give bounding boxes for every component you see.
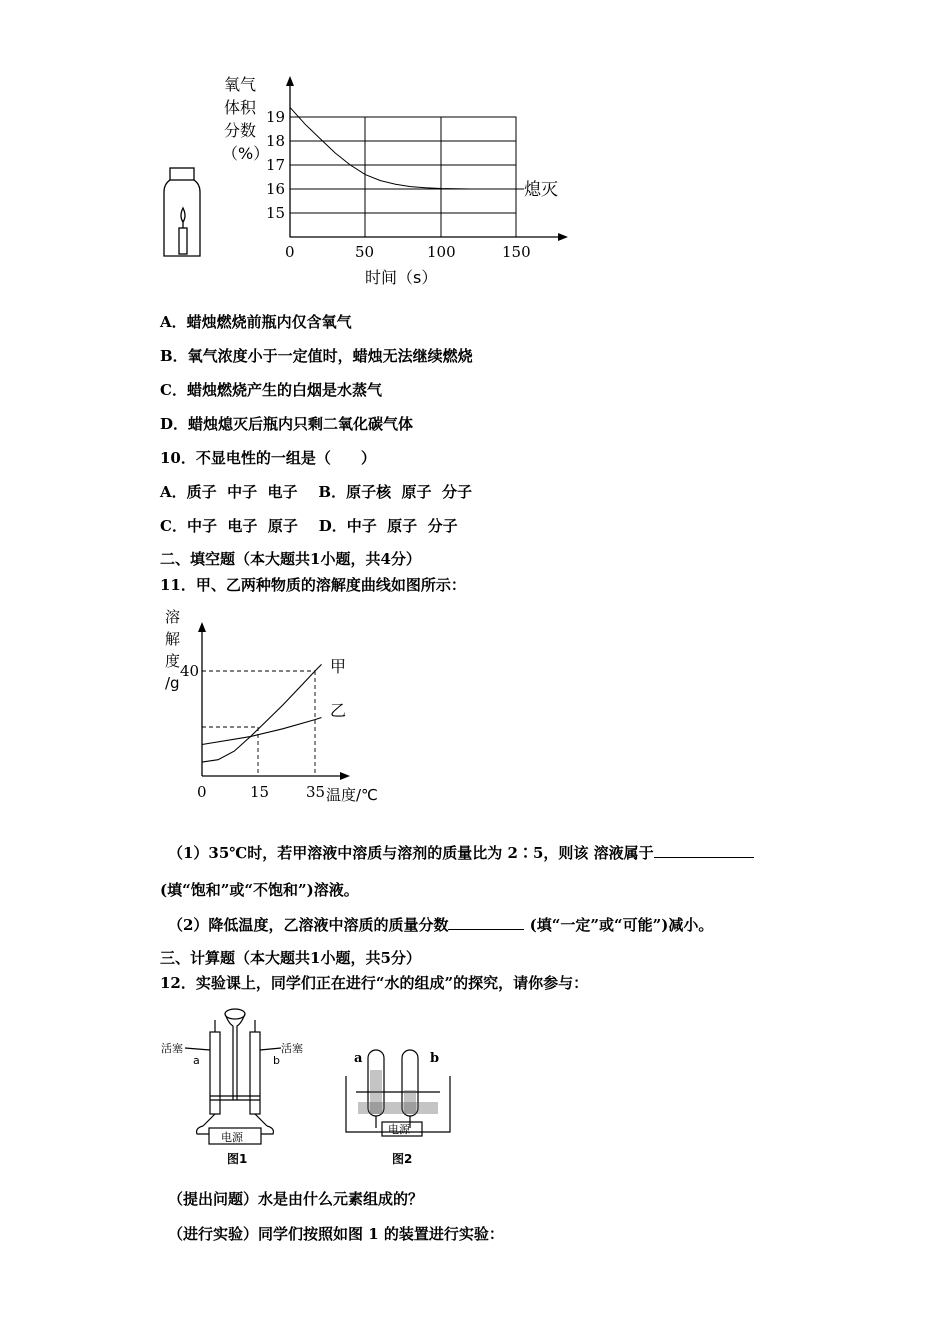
power-label: 电源 — [221, 1131, 243, 1144]
y-label-line: （%） — [222, 144, 270, 163]
x-tick-label: 0 — [197, 783, 207, 801]
solubility-y-label — [165, 608, 180, 692]
x-tick-label: 100 — [427, 243, 456, 261]
y-tick-label: 17 — [266, 156, 286, 174]
answer-blank[interactable] — [654, 843, 754, 858]
series-label-yi: 乙 — [330, 701, 347, 720]
q9-option-b: B．氧气浓度小于一定值时，蜡烛无法继续燃烧 — [160, 347, 473, 365]
q12-stem: 12．实验课上，同学们正在进行“水的组成”的探究，请你参与： — [160, 974, 589, 992]
solubility-chart — [150, 600, 550, 810]
q11-stem: 11．甲、乙两种物质的溶解度曲线如图所示： — [160, 576, 466, 594]
q10-stem: 10．不显电性的一组是（ ） — [160, 449, 376, 467]
x-tick-label: 50 — [355, 243, 375, 261]
q11-part1: （1）35℃时，若甲溶液中溶质与溶剂的质量比为 2∶5，则该 溶液属于 — [168, 843, 754, 863]
svg-text:度: 度 — [165, 652, 181, 670]
section-heading-fill: 二、填空题（本大题共1小题，共4分） — [160, 550, 421, 568]
q9-option-c: C．蜡烛燃烧产生的白烟是水蒸气 — [160, 381, 382, 399]
q11-part2: （2）降低温度，乙溶液中溶质的质量分数 (填“一定”或“可能”)减小。 — [168, 916, 714, 934]
oxygen-y-axis-label — [222, 75, 269, 163]
series-label-jia: 甲 — [330, 657, 347, 676]
answer-blank[interactable] — [448, 915, 524, 930]
oxygen-figure — [0, 0, 950, 300]
valve-label: 活塞 — [161, 1042, 183, 1055]
q9-option-d: D．蜡烛熄灭后瓶内只剩二氧化碳气体 — [160, 415, 414, 433]
y-tick-label: 18 — [266, 132, 286, 150]
x-axis-label: 时间（s） — [365, 268, 438, 287]
x-tick-label: 35 — [306, 783, 326, 801]
oxygen-axes — [286, 76, 568, 241]
figure-caption: 图2 — [392, 1152, 413, 1166]
y-tick-label: 19 — [266, 108, 286, 126]
series-jia-line — [202, 664, 322, 762]
tube-label-a: a — [193, 1054, 200, 1067]
svg-text:/g: /g — [165, 674, 180, 692]
y-tick-label: 16 — [266, 180, 286, 198]
x-tick-label: 0 — [285, 243, 295, 261]
candle-bottle-illustration — [164, 168, 200, 256]
y-tick-label: 40 — [180, 662, 200, 680]
electrolysis-figure-1 — [155, 1000, 315, 1170]
y-tick-label: 15 — [266, 204, 286, 222]
electrolysis-figure-2 — [338, 1000, 468, 1170]
tube-label-b: b — [273, 1054, 280, 1067]
figure-caption: 图1 — [227, 1152, 248, 1166]
oxygen-series-line — [290, 107, 516, 189]
valve-label: 活塞 — [281, 1042, 303, 1055]
power-label: 电源 — [388, 1123, 410, 1136]
q12-question: （提出问题）水是由什么元素组成的？ — [168, 1190, 424, 1208]
x-axis-label: 温度/℃ — [326, 786, 378, 804]
q10-options-row1: A．质子 中子 电子 B．原子核 原子 分子 — [160, 483, 472, 501]
tube-label-a: a — [354, 1051, 363, 1066]
section-heading-calc: 三、计算题（本大题共1小题，共5分） — [160, 949, 421, 967]
y-label-line: 分数 — [224, 121, 257, 140]
series-yi-line — [202, 718, 322, 745]
q9-option-a: A．蜡烛燃烧前瓶内仅含氧气 — [160, 313, 352, 331]
q12-experiment: （进行实验）同学们按照如图 1 的装置进行实验： — [168, 1225, 504, 1243]
x-tick-label: 15 — [250, 783, 270, 801]
x-tick-label: 150 — [502, 243, 531, 261]
svg-text:解: 解 — [165, 630, 181, 648]
y-label-line: 体积 — [224, 98, 257, 117]
tube-label-b: b — [430, 1051, 440, 1066]
q10-options-row2: C．中子 电子 原子 D．中子 原子 分子 — [160, 517, 458, 535]
q11-part1-cont: (填“饱和”或“不饱和”)溶液。 — [160, 881, 359, 899]
oxygen-grid — [290, 117, 516, 237]
extinguish-annotation: 熄灭 — [524, 180, 558, 200]
svg-text:溶: 溶 — [165, 608, 181, 626]
y-label-line: 氧气 — [224, 75, 257, 94]
